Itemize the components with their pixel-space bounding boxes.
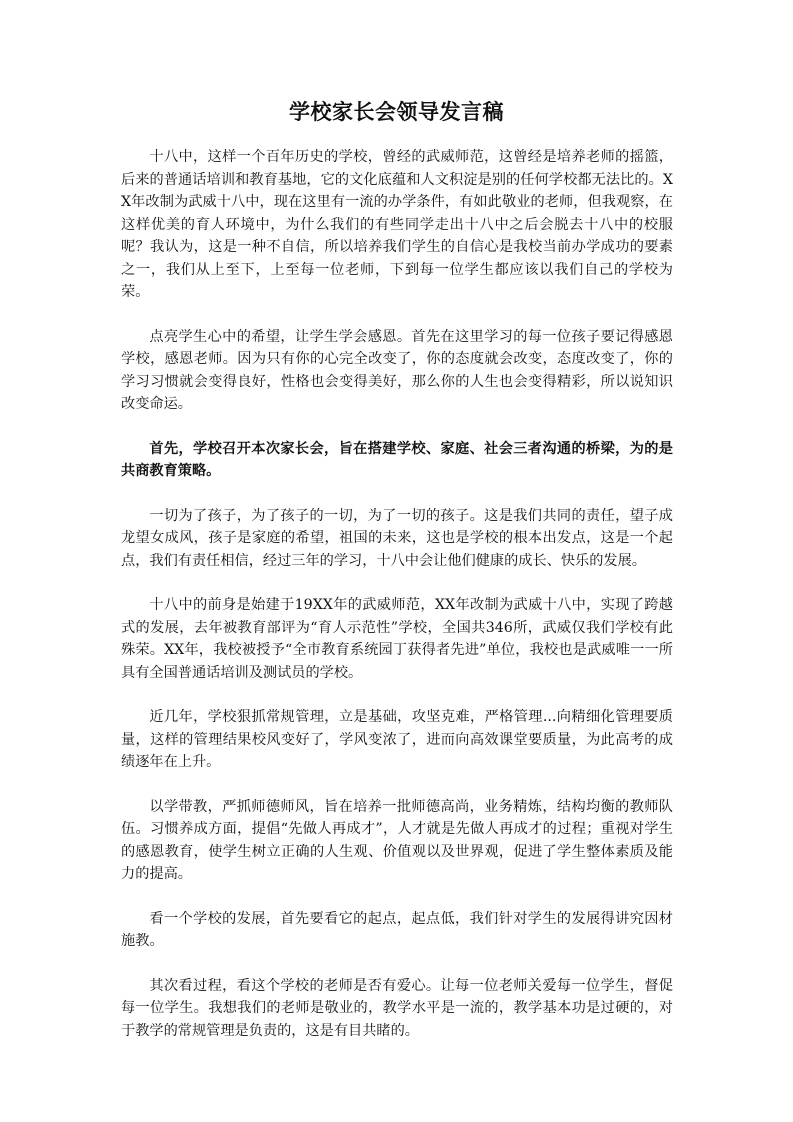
paragraph: 看一个学校的发展，首先要看它的起点，起点低，我们针对学生的发展得讲究因材施教。	[121, 910, 673, 949]
paragraph: 十八中的前身是始建于19XX年的武威师范，XX年改制为武威十八中，实现了跨越式的发展，去年被教育部评为“育人示范性”学校，全国共346所，武威仅我们学校有此殊荣。XX年，我校被授予“全市教育系统园丁获得者先进”单位，我校也是武威唯一一所具有全国普通话培训及测试员的学校。	[121, 597, 673, 681]
paragraph: 近几年，学校狠抓常规管理，立是基础，攻坚克难，严格管理...向精细化管理要质量，这样的管理结果校风变好了，学风变浓了，进而向高效课堂要质量，为此高考的成绩逐年在上升。	[121, 709, 673, 770]
document-body	[121, 146, 673, 1064]
document-title: 学校家长会领导发言稿	[289, 99, 504, 124]
paragraph: 其次看过程，看这个学校的老师是否有爱心。让每一位老师关爱每一位学生，督促每一位学生。我想我们的老师是敬业的，教学水平是一流的，教学基本功是过硬的，对于教学的常规管理是负责的，这是有目共睹的。	[121, 977, 673, 1039]
paragraph: 以学带教，严抓师德师风，旨在培养一批师德高尚，业务精炼，结构均衡的教师队伍。习惯养成方面，提倡“先做人再成才”，人才就是先做人再成才的过程；重视对学生的感恩教育，使学生树立正确的人生观、价值观以及世界观，促进了学生整体素质及能力的提高。	[121, 798, 673, 882]
paragraph: 十八中，这样一个百年历史的学校，曾经的武威师范，这曾经是培养老师的摇篮，后来的普通话培训和教育基地，它的文化底蕴和人文积淀是别的任何学校都无法比的。XX年改制为武威十八中，现在这里有一流的办学条件，有如此敬业的老师，但我观察，在这样优美的育人环境中，为什么我们的有些同学走出十八中之后会脱去十八中的校服呢？我认为，这是一种不自信，所以培养我们学生的自信心是我校当前办学成功的要素之一，我们从上至下，上至每一位老师，下到每一位学生都应该以我们自己的学校为荣。	[121, 149, 673, 300]
bold-paragraph: 首先，学校召开本次家长会，旨在搭建学校、家庭、社会三者沟通的桥梁，为的是共商教育策略。	[121, 440, 673, 479]
paragraph: 一切为了孩子，为了孩子的一切，为了一切的孩子。这是我们共同的责任，望子成龙望女成风，孩子是家庭的希望，祖国的未来，这也是学校的根本出发点，这是一个起点，我们有责任相信，经过三年的学习，十八中会让他们健康的成长、快乐的发展。	[121, 507, 673, 569]
paragraph: 点亮学生心中的希望，让学生学会感恩。首先在这里学习的每一位孩子要记得感恩学校，感恩老师。因为只有你的心完全改变了，你的态度就会改变，态度改变了，你的学习习惯就会变得良好，性格也会变得美好，那么你的人生也会变得精彩，所以说知识改变命运。	[121, 328, 673, 412]
